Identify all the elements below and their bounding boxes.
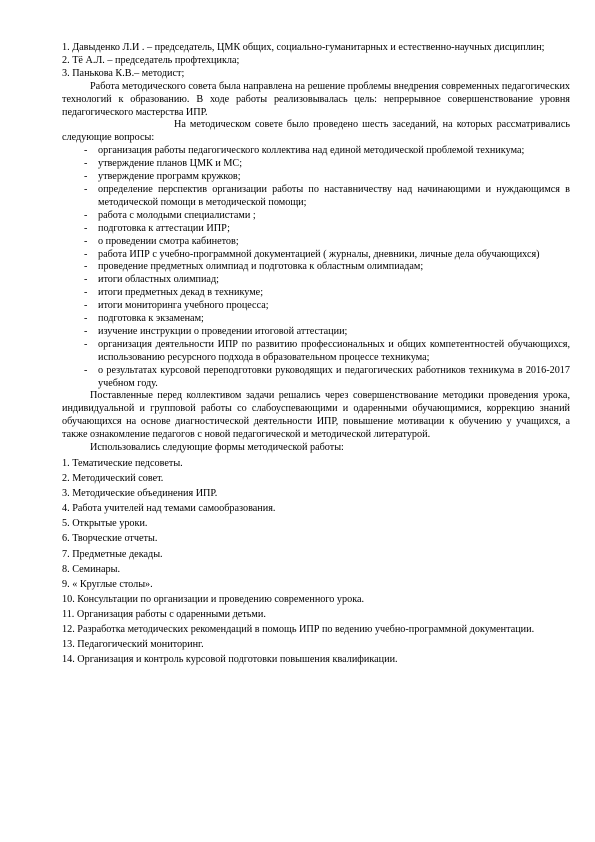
dash-bullet: - xyxy=(84,222,88,234)
list-item xyxy=(62,158,570,171)
dash-bullet: - xyxy=(84,171,88,183)
list-item xyxy=(62,236,570,249)
list-item xyxy=(62,210,570,223)
list-item-text: о проведении смотра кабинетов; xyxy=(98,235,239,247)
dash-bullet: - xyxy=(84,183,88,195)
paragraph-goal: Работа методического совета была направлена на решение проблемы внедрения современных педагогических технологий к образованию. В ходе работы реализовывалась цель: непрерывное совершенствование уровня педагогического мастерства ИПР. xyxy=(62,80,570,118)
list-item xyxy=(62,184,570,210)
dash-bullet: - xyxy=(84,248,88,260)
list-item: 2. Методический совет. xyxy=(62,473,164,485)
list-item-text: проведение предметных олимпиад и подготовка к областным олимпиадам; xyxy=(98,261,424,273)
dash-bullet: - xyxy=(84,274,88,286)
list-item: 1. Тематические педсоветы. xyxy=(62,458,183,469)
list-item-text: работа ИПР с учебно-программной документацией ( журналы, дневники, личные дела обучающихся) xyxy=(98,248,540,260)
list-item xyxy=(62,171,570,184)
list-item: 14. Организация и контроль курсовой подготовки повышения квалификации. xyxy=(62,654,398,666)
list-item: 3. Методические объединения ИПР. xyxy=(62,488,218,500)
dash-bullet: - xyxy=(84,364,88,376)
dash-bullet: - xyxy=(84,287,88,299)
paragraph-meetings: На методическом совете было проведено шесть заседаний, на которых рассматривались следующие вопросы: xyxy=(62,119,570,144)
questions-list xyxy=(62,145,570,390)
list-item: 5. Открытые уроки. xyxy=(62,518,148,530)
dash-bullet: - xyxy=(84,313,88,325)
list-item-text: подготовка к экзаменам; xyxy=(98,313,204,325)
list-item: 9. « Круглые столы». xyxy=(62,578,153,590)
list-item-text: утверждение программ кружков; xyxy=(98,171,241,183)
list-item xyxy=(62,365,570,391)
list-item-text: определение перспектив организации работы по наставничеству над начинающими и нуждающимся в методической помощи в методической помощи; xyxy=(98,183,570,208)
list-item-text: организация работы педагогического коллектива над единой методической проблемой техникума; xyxy=(98,145,525,157)
list-item: 6. Творческие отчеты. xyxy=(62,533,158,545)
list-item: 7. Предметные декады. xyxy=(62,548,163,560)
dash-bullet: - xyxy=(84,338,88,350)
list-item xyxy=(62,223,570,236)
list-item-text: итоги мониторинга учебного процесса; xyxy=(98,300,269,312)
list-item xyxy=(62,287,570,300)
list-item: 12. Разработка методических рекомендаций в помощь ИПР по ведению учебно-программной документации. xyxy=(62,624,535,636)
list-item xyxy=(62,249,570,262)
list-item xyxy=(62,326,570,339)
dash-bullet: - xyxy=(84,325,88,337)
list-item xyxy=(62,145,570,158)
list-item: 8. Семинары. xyxy=(62,563,120,575)
member-2: 2. Тё А.Л. – председатель профтехцикла; xyxy=(62,54,240,66)
list-item xyxy=(62,274,570,287)
list-item-text: утверждение планов ЦМК и МС; xyxy=(98,158,243,170)
list-item-text: итоги предметных декад в техникуме; xyxy=(98,287,264,299)
list-item-text: работа с молодыми специалистами ; xyxy=(98,209,256,221)
member-3: 3. Панькова К.В.– методист; xyxy=(62,67,185,79)
list-item xyxy=(62,261,570,274)
list-item: 11. Организация работы с одаренными детьми. xyxy=(62,608,266,620)
list-item-text: итоги областных олимпиад; xyxy=(98,274,219,286)
list-item-text: организация деятельности ИПР по развитию профессиональных и общих компетентностей обучающихся, использованию ресурсного подхода в образовательном процессе техникума; xyxy=(98,338,570,363)
dash-bullet: - xyxy=(84,145,88,157)
list-item: 10. Консультации по организации и проведению современного урока. xyxy=(62,593,365,605)
list-item xyxy=(62,313,570,326)
list-item: 4. Работа учителей над темами самообразования. xyxy=(62,503,276,515)
dash-bullet: - xyxy=(84,209,88,221)
list-item-text: подготовка к аттестации ИПР; xyxy=(98,222,230,234)
dash-bullet: - xyxy=(84,235,88,247)
paragraph-forms: Использовались следующие формы методической работы: xyxy=(90,442,344,454)
forms-list xyxy=(62,458,570,667)
member-1: 1. Давыденко Л.И . – председатель, ЦМК общих, социально-гуманитарных и естественно-научных дисциплин; xyxy=(62,42,545,53)
list-item-text: о результатах курсовой переподготовки руководящих и педагогических работников техникума в 2016-2017 учебном году. xyxy=(98,364,570,389)
dash-bullet: - xyxy=(84,158,88,170)
paragraph-tasks: Поставленные перед коллективом задачи решались через совершенствование методики проведения урока, индивидуальной и групповой работы со слабоуспевающими и одаренными обучающимися, коррекцию знаний обучающихся на основе диагностической деятельности ИПР, повышение мотивации к обучению у учащихся, а также ознакомление педагогов с новой педагогической и методической литературой. xyxy=(62,390,570,441)
list-item-text: изучение инструкции о проведении итоговой аттестации; xyxy=(98,325,348,337)
list-item xyxy=(62,300,570,313)
dash-bullet: - xyxy=(84,261,88,273)
members-list xyxy=(62,42,570,81)
list-item: 13. Педагогический мониторинг. xyxy=(62,639,204,651)
list-item xyxy=(62,339,570,365)
dash-bullet: - xyxy=(84,300,88,312)
